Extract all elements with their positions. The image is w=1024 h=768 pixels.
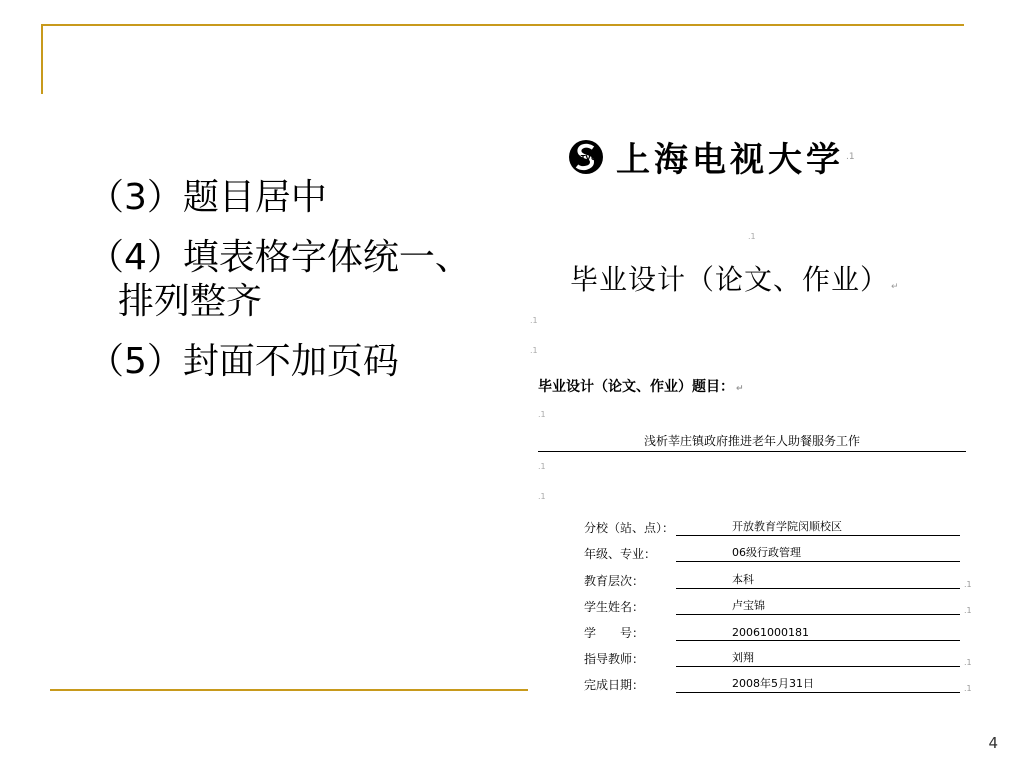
- field-value: 2008年5月31日: [676, 675, 960, 693]
- paragraph-mark: .1: [964, 684, 972, 694]
- bullet-text: （3）题目居中: [88, 177, 327, 218]
- paragraph-mark: .1: [748, 232, 756, 241]
- frame-vertical-rule: [41, 24, 43, 94]
- topic-label: 毕业设计（论文、作业）题目： ↵: [538, 379, 744, 395]
- info-field-student-id: [584, 615, 974, 641]
- bullet-list: [88, 176, 528, 400]
- info-field-student-name: [584, 589, 974, 615]
- paragraph-mark: .1: [964, 605, 972, 615]
- paragraph-mark: .1: [538, 410, 546, 419]
- slide-number: 4: [988, 734, 998, 752]
- paragraph-mark: .1: [846, 151, 855, 162]
- paragraph-mark: .1: [538, 492, 546, 501]
- bullet-text: （4）填表格字体统一、: [88, 237, 471, 278]
- bullet-continuation: 排列整齐: [118, 281, 263, 322]
- paragraph-mark: .1: [530, 316, 538, 325]
- info-field-advisor: [584, 641, 974, 667]
- school-name: 上海电视大学: [616, 140, 844, 180]
- frame-top-rule: [41, 24, 964, 26]
- field-value: 20061000181: [676, 626, 960, 641]
- thesis-cover-image: [528, 120, 998, 700]
- field-value: 06级行政管理: [676, 544, 960, 562]
- field-label: 指导教师：: [584, 652, 645, 667]
- field-value: 开放教育学院闵顺校区: [676, 518, 960, 536]
- field-label: 学生姓名：: [584, 599, 645, 614]
- info-fields: [584, 510, 974, 693]
- field-label: 分校（站、点）：: [584, 521, 675, 536]
- topic-value: 浅析莘庄镇政府推进老年人助餐服务工作: [538, 432, 966, 452]
- school-header: [568, 132, 855, 181]
- paragraph-mark: .1: [530, 346, 538, 355]
- field-label: 学 号：: [584, 625, 645, 640]
- info-field-completion-date: [584, 667, 974, 693]
- paragraph-mark: .1: [964, 579, 972, 589]
- bullet-text: （5）封面不加页码: [88, 341, 399, 382]
- field-value: 卢宝锦: [676, 597, 960, 615]
- info-field-campus: [584, 510, 974, 536]
- info-field-level: [584, 562, 974, 588]
- cover-title: 毕业设计（论文、作业） ↵: [570, 263, 900, 296]
- field-value: 本科: [676, 571, 960, 589]
- return-mark: ↵: [891, 282, 900, 292]
- bullet-item: [88, 340, 528, 384]
- field-value: 刘翔: [676, 649, 960, 667]
- return-mark: ↵: [736, 384, 744, 394]
- field-label: 完成日期：: [584, 678, 645, 693]
- field-label: 年级、专业：: [584, 547, 657, 562]
- frame-bottom-rule: [50, 689, 528, 691]
- bullet-item: [88, 176, 528, 220]
- paragraph-mark: .1: [538, 462, 546, 471]
- logo-text: STVU: [575, 153, 597, 162]
- info-field-major: [584, 536, 974, 562]
- bullet-item: [88, 236, 528, 324]
- school-logo-icon: [568, 139, 604, 175]
- paragraph-mark: .1: [964, 658, 972, 668]
- field-label: 教育层次：: [584, 573, 645, 588]
